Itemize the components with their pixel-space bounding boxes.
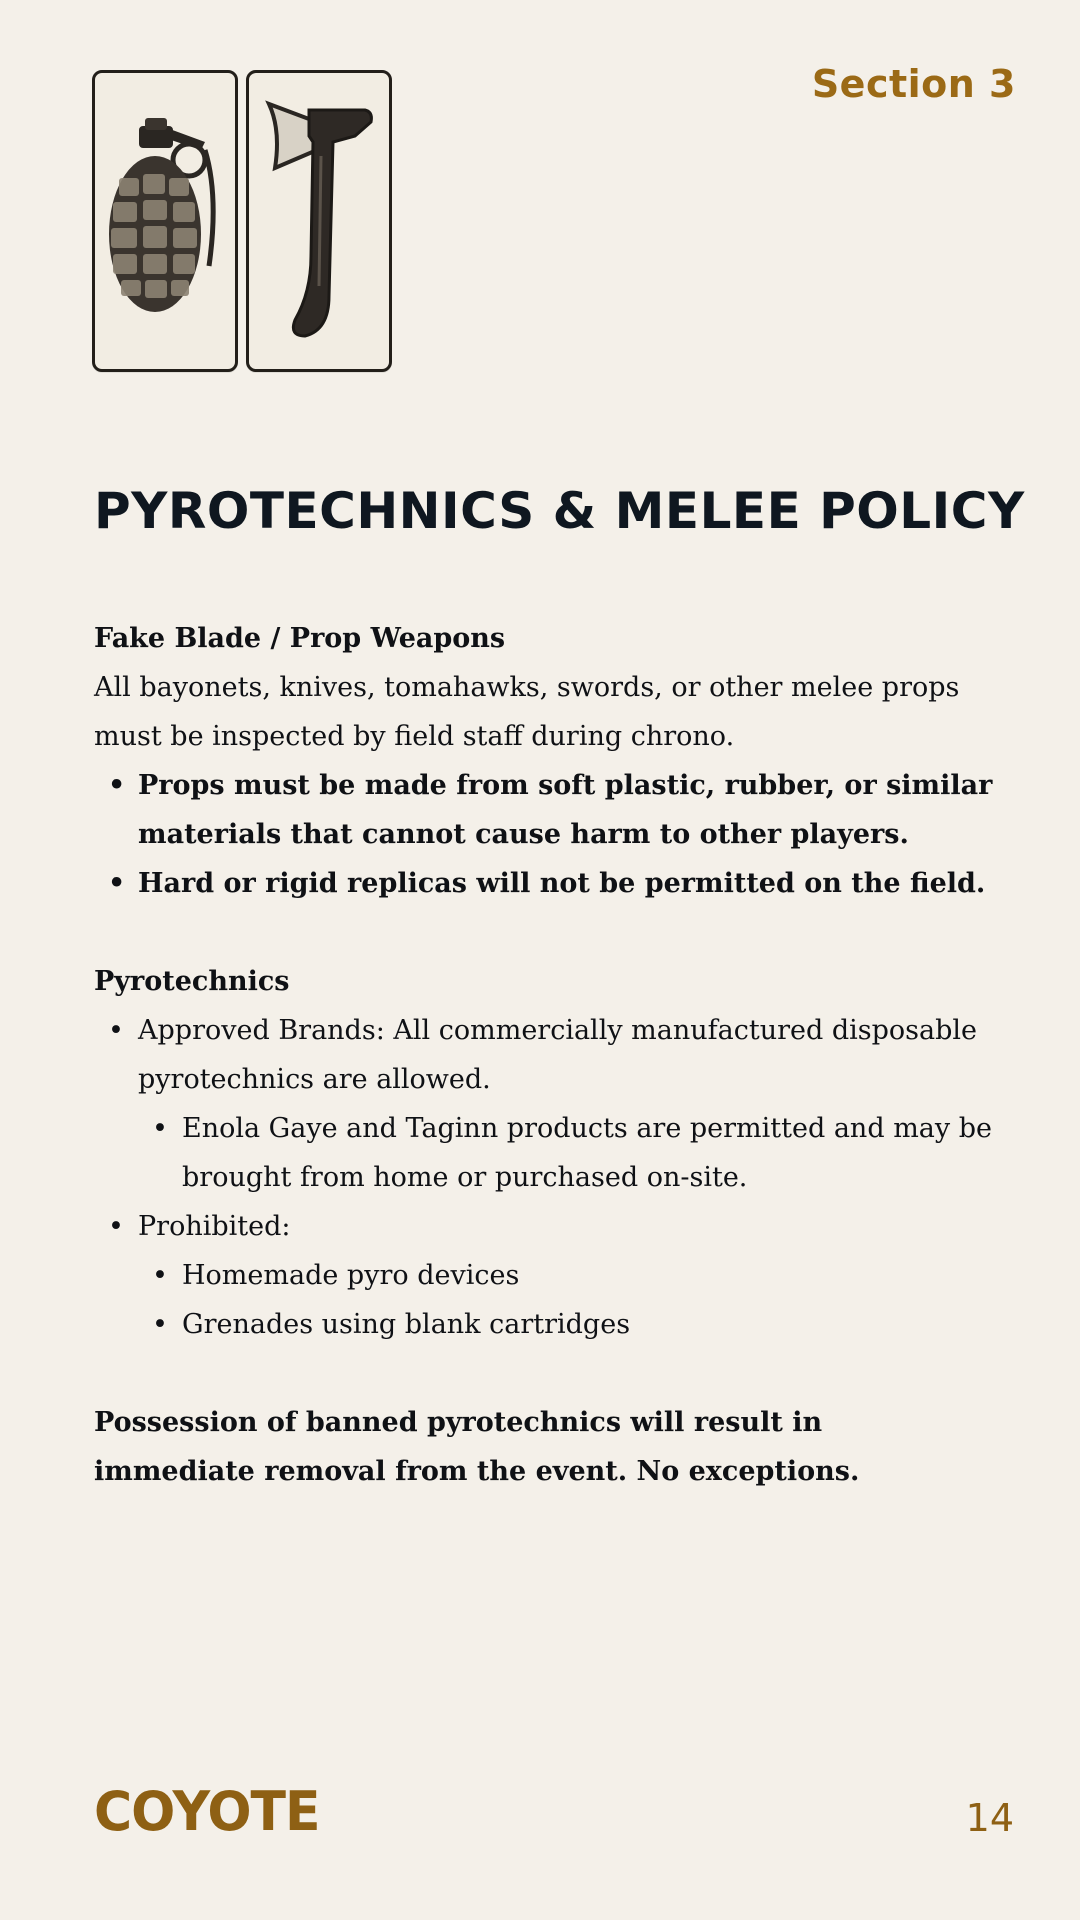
pyrotechnics-heading: Pyrotechnics [94,966,290,997]
prohibited-sublist [138,1251,994,1349]
tomahawk-card [246,70,392,372]
list-item: • Homemade pyro devices [138,1251,994,1300]
approved-text: Approved Brands: All commercially manufactured disposable pyrotechnics are allowed. [138,1015,978,1095]
list-item-prohibited [94,1202,994,1349]
fake-blade-heading: Fake Blade / Prop Weapons [94,623,506,654]
list-item: • Grenades using blank cartridges [138,1300,994,1349]
grenade-icon [105,116,225,326]
warning-text: Possession of banned pyrotechnics will result in immediate removal from the event. No exceptions. [94,1407,860,1487]
section-label: Section 3 [811,62,1016,106]
list-item: • Props must be made from soft plastic, rubber, or similar materials that cannot cause harm to other players. [94,761,994,859]
coyote-logo: COYOTE [94,1780,320,1844]
fake-blade-intro: All bayonets, knives, tomahawks, swords, or other melee props must be inspected by field staff during chrono. [94,672,960,752]
list-item: • Hard or rigid replicas will not be permitted on the field. [94,859,994,908]
fake-blade-list [94,761,994,908]
header-illustration [92,70,392,372]
list-item: • Enola Gaye and Taginn products are permitted and may be brought from home or purchased on-site. [138,1104,994,1202]
pyrotechnics-list [94,1006,994,1349]
grenade-card [92,70,238,372]
page-number: 14 [965,1796,1014,1840]
prohibited-text: Prohibited: [138,1211,291,1242]
tomahawk-icon [259,96,379,346]
page-title: PYROTECHNICS & MELEE POLICY [94,482,1025,540]
approved-sublist [138,1104,994,1202]
policy-content [94,614,994,1496]
list-item-approved [94,1006,994,1202]
